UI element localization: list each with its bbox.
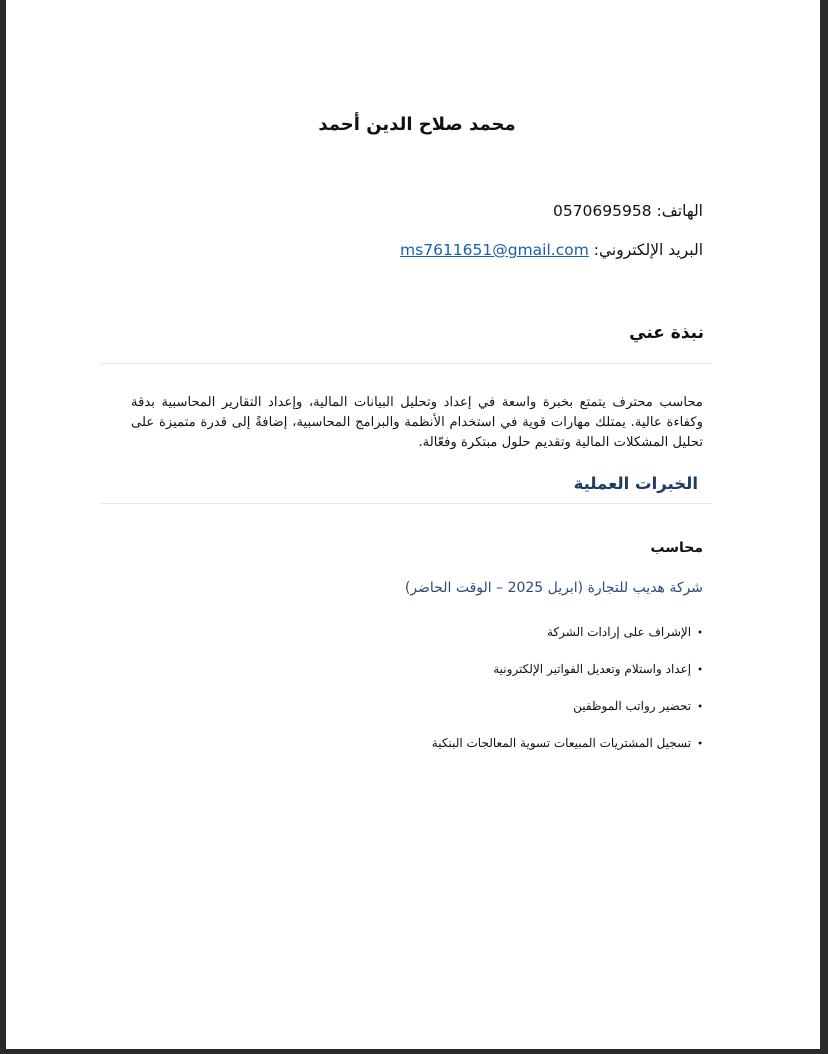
duty-text: إعداد واستلام وتعديل الفواتير الإلكترونية bbox=[493, 662, 692, 676]
job-title: محاسب bbox=[650, 540, 703, 556]
email-link[interactable]: ms7611651@gmail.com bbox=[400, 241, 589, 259]
phone-line bbox=[553, 202, 703, 220]
duty-text: تحضير رواتب الموظفين bbox=[573, 699, 692, 713]
about-summary: محاسب محترف يتمتع بخبرة واسعة في إعداد وتحليل البيانات المالية، وإعداد التقارير المحاسبية بدقة وكفاءة عالية. يمتلك مهارات قوية في استخدام الأنظمة والبرامج المحاسبية، إضافةً إلى قدرة متميزة على تحليل المشكلات المالية وتقديم حلول مبتكرة وفعّالة. bbox=[131, 395, 703, 450]
phone-label: الهاتف: bbox=[656, 202, 703, 220]
company-line: شركة هديب للتجارة (ابريل 2025 – الوقت الحاضر) bbox=[404, 580, 703, 596]
experience-heading: الخبرات العملية bbox=[573, 474, 698, 493]
about-heading: نبذة عني bbox=[629, 323, 704, 343]
duty-item bbox=[432, 622, 703, 659]
duties-list bbox=[432, 622, 703, 770]
email-label: البريد الإلكتروني: bbox=[593, 241, 703, 259]
duty-text: تسجيل المشتريات المبيعات تسوية المعالجات البنكية bbox=[431, 736, 692, 750]
section-divider bbox=[100, 363, 712, 364]
bullet-icon: • bbox=[697, 628, 703, 639]
resume-page bbox=[6, 0, 820, 1049]
section-divider bbox=[100, 503, 712, 504]
bullet-icon: • bbox=[697, 702, 703, 713]
email-line bbox=[400, 241, 703, 259]
candidate-name: محمد صلاح الدين أحمد bbox=[318, 114, 516, 135]
duty-item bbox=[432, 696, 703, 733]
duty-item bbox=[432, 733, 703, 770]
duty-text: الإشراف على إرادات الشركة bbox=[546, 625, 692, 639]
duty-item bbox=[432, 659, 703, 696]
bullet-icon: • bbox=[697, 739, 703, 750]
phone-value: 0570695958 bbox=[552, 202, 652, 220]
bullet-icon: • bbox=[697, 665, 703, 676]
